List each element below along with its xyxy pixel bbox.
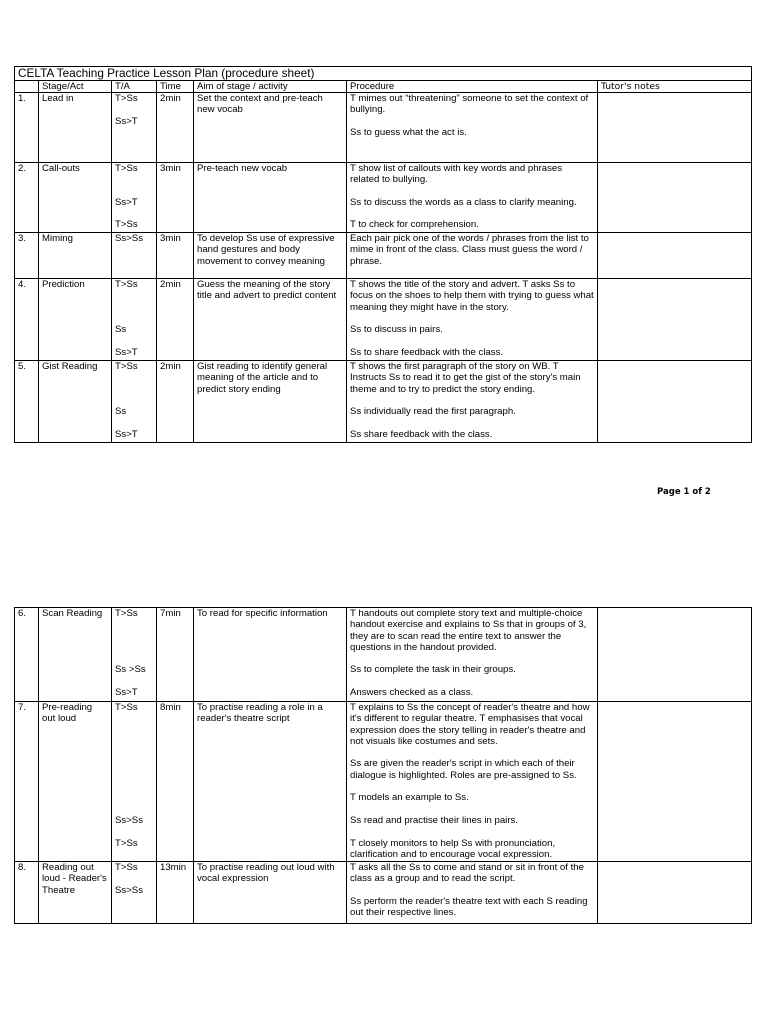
aim-cell: To read for specific information bbox=[194, 608, 347, 702]
table-row bbox=[15, 608, 752, 702]
stage-cell: Prediction bbox=[39, 279, 112, 361]
tutor-notes-cell bbox=[598, 279, 752, 361]
procedure-cell-line: Ss are given the reader's script in which each of their dialogue is highlighted. Roles are pre-assigned to Ss. bbox=[350, 758, 577, 781]
time-cell: 3min bbox=[157, 233, 194, 279]
lesson-plan-table-page2 bbox=[14, 607, 752, 924]
procedure-cell bbox=[347, 233, 598, 279]
interaction-cell-line: T>Ss bbox=[115, 702, 138, 713]
header-time: Time bbox=[157, 81, 194, 93]
stage-cell: Pre-reading out loud bbox=[39, 702, 112, 862]
stage-cell: Scan Reading bbox=[39, 608, 112, 702]
procedure-cell-line: Each pair pick one of the words / phrases from the list to mime in front of the class. Class must guess the word / phrase. bbox=[350, 233, 589, 267]
procedure-cell-line: T mimes out “threatening” someone to set the context of bullying. bbox=[350, 93, 589, 116]
procedure-cell-line: T handouts out complete story text and multiple-choice handout exercise and explains to Ss that in groups of 3, they are to scan read the entire text to answer the questions in the handout provided. bbox=[350, 608, 587, 653]
procedure-cell-line: Ss to share feedback with the class. bbox=[350, 346, 504, 358]
interaction-cell-line: Ss >Ss bbox=[115, 664, 146, 676]
interaction-cell bbox=[112, 608, 157, 702]
interaction-cell-line: T>Ss bbox=[115, 219, 138, 231]
stage-cell: Lead in bbox=[39, 93, 112, 163]
procedure-cell-line: T show list of callouts with key words and phrases related to bullying. bbox=[350, 163, 563, 186]
procedure-cell bbox=[347, 862, 598, 924]
row-number: 5. bbox=[15, 361, 39, 443]
procedure-cell-line: T to check for comprehension. bbox=[350, 219, 479, 231]
procedure-cell-line: T explains to Ss the concept of reader's theatre and how it's different to regular theatre. T emphasises that vocal expression does the story telling in reader's theatre and not visuals like costumes and sets. bbox=[350, 702, 590, 747]
row-number: 4. bbox=[15, 279, 39, 361]
interaction-cell bbox=[112, 702, 157, 862]
aim-cell: Gist reading to identify general meaning of the article and to predict story ending bbox=[194, 361, 347, 443]
time-cell: 3min bbox=[157, 163, 194, 233]
procedure-cell bbox=[347, 702, 598, 862]
interaction-cell-line: Ss>T bbox=[115, 196, 138, 208]
row-number: 7. bbox=[15, 702, 39, 862]
procedure-cell-line: Ss to complete the task in their groups. bbox=[350, 664, 516, 676]
tutor-notes-cell bbox=[598, 163, 752, 233]
procedure-cell bbox=[347, 163, 598, 233]
procedure-cell-line: Ss to discuss the words as a class to clarify meaning. bbox=[350, 196, 577, 208]
header-tutor-notes: Tutor's notes bbox=[598, 81, 752, 93]
time-cell: 7min bbox=[157, 608, 194, 702]
tutor-notes-cell bbox=[598, 361, 752, 443]
stage-cell: Reading out loud - Reader's Theatre bbox=[39, 862, 112, 924]
procedure-cell-line: Ss perform the reader's theatre text with each S reading out their respective lines. bbox=[350, 895, 588, 919]
table-row bbox=[15, 233, 752, 279]
procedure-cell-line: T models an example to Ss. bbox=[350, 792, 469, 804]
time-cell: 8min bbox=[157, 702, 194, 862]
table-row bbox=[15, 279, 752, 361]
interaction-cell-line: T>Ss bbox=[115, 608, 138, 619]
time-cell: 13min bbox=[157, 862, 194, 924]
stage-cell: Miming bbox=[39, 233, 112, 279]
table-row bbox=[15, 862, 752, 924]
interaction-cell-line: Ss>Ss bbox=[115, 233, 143, 244]
interaction-cell-line: T>Ss bbox=[115, 279, 138, 290]
time-cell: 2min bbox=[157, 93, 194, 163]
procedure-cell bbox=[347, 361, 598, 443]
procedure-cell bbox=[347, 93, 598, 163]
interaction-cell-line: Ss>Ss bbox=[115, 884, 143, 896]
interaction-cell-line: Ss>T bbox=[115, 687, 138, 699]
procedure-cell bbox=[347, 608, 598, 702]
stage-cell: Call-outs bbox=[39, 163, 112, 233]
interaction-cell bbox=[112, 361, 157, 443]
interaction-cell-line: T>Ss bbox=[115, 837, 138, 849]
table-row bbox=[15, 361, 752, 443]
interaction-cell bbox=[112, 279, 157, 361]
procedure-cell-line: Answers checked as a class. bbox=[350, 687, 474, 699]
aim-cell: Set the context and pre-teach new vocab bbox=[194, 93, 347, 163]
interaction-cell bbox=[112, 233, 157, 279]
interaction-cell bbox=[112, 862, 157, 924]
aim-cell: To practise reading a role in a reader's theatre script bbox=[194, 702, 347, 862]
header-aim: Aim of stage / activity bbox=[194, 81, 347, 93]
tutor-notes-cell bbox=[598, 702, 752, 862]
page-number: Page 1 of 2 bbox=[657, 487, 711, 497]
aim-cell: To develop Ss use of expressive hand gestures and body movement to convey meaning bbox=[194, 233, 347, 279]
table-header-row bbox=[15, 81, 752, 93]
aim-cell: Guess the meaning of the story title and advert to predict content bbox=[194, 279, 347, 361]
procedure-cell-line: T asks all the Ss to come and stand or sit in front of the class as a group and to read the script. bbox=[350, 862, 584, 885]
header-ta: T/A bbox=[112, 81, 157, 93]
header-num bbox=[15, 81, 39, 93]
procedure-cell-line: T shows the first paragraph of the story on WB. T Instructs Ss to read it to get the gist of the story's main theme and to try to predict the story ending. bbox=[350, 361, 581, 395]
tutor-notes-cell bbox=[598, 93, 752, 163]
procedure-cell-line: Ss share feedback with the class. bbox=[350, 428, 493, 440]
row-number: 1. bbox=[15, 93, 39, 163]
procedure-cell-line: Ss to guess what the act is. bbox=[350, 126, 467, 138]
aim-cell: Pre-teach new vocab bbox=[194, 163, 347, 233]
interaction-cell-line: T>Ss bbox=[115, 862, 138, 873]
interaction-cell-line: Ss>Ss bbox=[115, 814, 143, 826]
tutor-notes-cell bbox=[598, 233, 752, 279]
lesson-plan-table-page1 bbox=[14, 66, 752, 443]
interaction-cell bbox=[112, 93, 157, 163]
interaction-cell-line: T>Ss bbox=[115, 93, 138, 104]
table-row bbox=[15, 702, 752, 862]
row-number: 3. bbox=[15, 233, 39, 279]
interaction-cell-line: T>Ss bbox=[115, 361, 138, 372]
interaction-cell bbox=[112, 163, 157, 233]
header-procedure: Procedure bbox=[347, 81, 598, 93]
row-number: 6. bbox=[15, 608, 39, 702]
interaction-cell-line: Ss bbox=[115, 406, 127, 418]
procedure-cell-line: Ss read and practise their lines in pairs. bbox=[350, 814, 518, 826]
tutor-notes-cell bbox=[598, 862, 752, 924]
row-number: 2. bbox=[15, 163, 39, 233]
aim-cell: To practise reading out loud with vocal expression bbox=[194, 862, 347, 924]
procedure-cell-line: T shows the title of the story and advert. T asks Ss to focus on the shoes to help them with trying to guess what meaning they might have in the story. bbox=[350, 279, 594, 313]
procedure-cell bbox=[347, 279, 598, 361]
table-row bbox=[15, 93, 752, 163]
procedure-cell-line: T closely monitors to help Ss with pronunciation, clarification and to encourage vocal expression. bbox=[350, 837, 556, 860]
stage-cell: Gist Reading bbox=[39, 361, 112, 443]
interaction-cell-line: T>Ss bbox=[115, 163, 138, 174]
procedure-cell-line: Ss to discuss in pairs. bbox=[350, 324, 443, 336]
tutor-notes-cell bbox=[598, 608, 752, 702]
time-cell: 2min bbox=[157, 361, 194, 443]
time-cell: 2min bbox=[157, 279, 194, 361]
lesson-plan-title: CELTA Teaching Practice Lesson Plan (procedure sheet) bbox=[15, 67, 752, 81]
interaction-cell-line: Ss>T bbox=[115, 115, 138, 127]
interaction-cell-line: Ss>T bbox=[115, 346, 138, 358]
interaction-cell-line: Ss>T bbox=[115, 428, 138, 440]
table-row bbox=[15, 163, 752, 233]
row-number: 8. bbox=[15, 862, 39, 924]
interaction-cell-line: Ss bbox=[115, 324, 127, 336]
procedure-cell-line: Ss individually read the first paragraph. bbox=[350, 406, 516, 418]
header-stage: Stage/Act bbox=[39, 81, 112, 93]
